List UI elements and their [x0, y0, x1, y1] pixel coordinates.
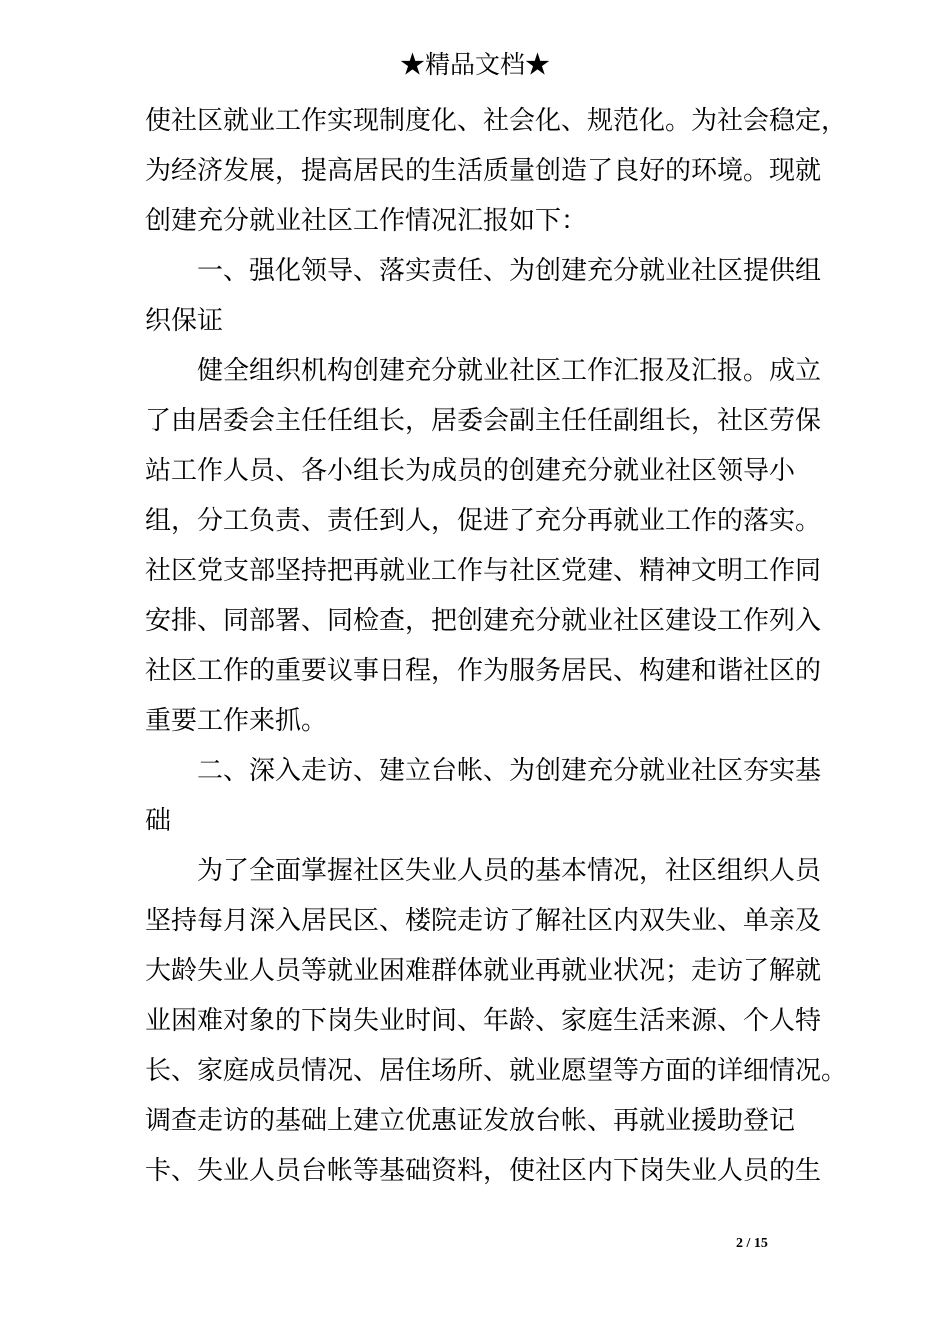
text-line: 长、家庭成员情况、居住场所、就业愿望等方面的详细情况。	[145, 1056, 848, 1086]
section-heading-line: 一、强化领导、落实责任、为创建充分就业社区提供组	[145, 256, 822, 286]
section-heading-line: 二、深入走访、建立台帐、为创建充分就业社区夯实基	[145, 756, 822, 786]
document-body	[145, 96, 848, 1196]
text-line: 社区党支部坚持把再就业工作与社区党建、精神文明工作同	[145, 556, 822, 586]
text-line: 创建充分就业社区工作情况汇报如下：	[145, 206, 588, 236]
text-line: 站工作人员、各小组长为成员的创建充分就业社区领导小	[145, 456, 796, 486]
text-line: 重要工作来抓。	[145, 706, 328, 736]
section-heading-line: 织保证	[145, 306, 224, 336]
text-line: 业困难对象的下岗失业时间、年龄、家庭生活来源、个人特	[145, 1006, 822, 1036]
text-line: 了由居委会主任任组长，居委会副主任任副组长，社区劳保	[145, 406, 822, 436]
page-header-title: ★精品文档★	[399, 50, 550, 79]
text-line: 大龄失业人员等就业困难群体就业再就业状况；走访了解就	[145, 956, 822, 986]
text-line: 为了全面掌握社区失业人员的基本情况，社区组织人员	[145, 856, 822, 886]
text-line: 社区工作的重要议事日程，作为服务居民、构建和谐社区的	[145, 656, 822, 686]
text-line: 坚持每月深入居民区、楼院走访了解社区内双失业、单亲及	[145, 906, 822, 936]
text-line: 使社区就业工作实现制度化、社会化、规范化。为社会稳定，	[145, 106, 848, 136]
page-number: 2 / 15	[736, 1236, 768, 1251]
text-line: 调查走访的基础上建立优惠证发放台帐、再就业援助登记	[145, 1106, 796, 1136]
section-heading-line: 础	[145, 806, 172, 836]
text-line: 为经济发展，提高居民的生活质量创造了良好的环境。现就	[145, 156, 822, 186]
text-line: 组，分工负责、责任到人，促进了充分再就业工作的落实。	[145, 506, 822, 536]
text-line: 安排、同部署、同检查，把创建充分就业社区建设工作列入	[145, 606, 822, 636]
text-line: 卡、失业人员台帐等基础资料，使社区内下岗失业人员的生	[145, 1156, 822, 1186]
text-line: 健全组织机构创建充分就业社区工作汇报及汇报。成立	[145, 356, 822, 386]
